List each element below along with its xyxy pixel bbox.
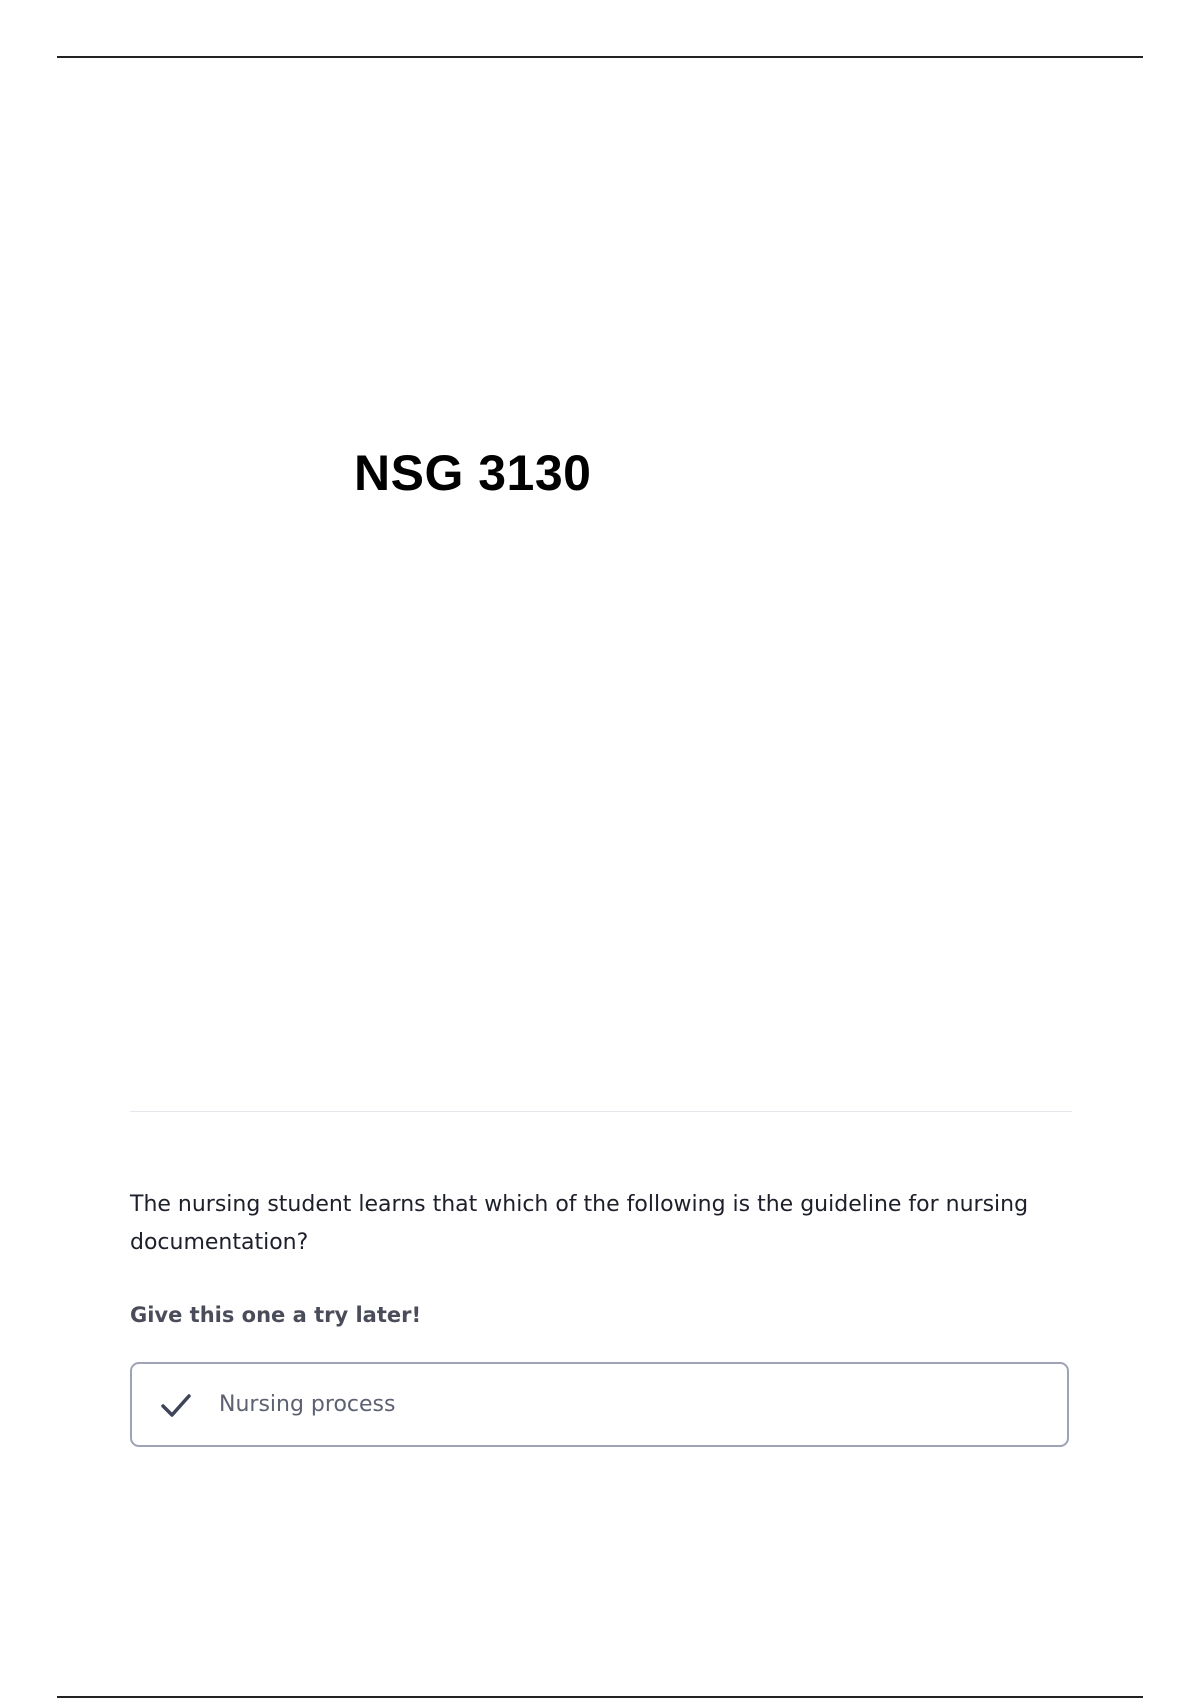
- bottom-rule: [57, 1696, 1143, 1698]
- document-title: NSG 3130: [354, 445, 592, 501]
- try-later-hint: Give this one a try later!: [130, 1303, 422, 1327]
- answer-option-label: Nursing process: [219, 1392, 396, 1417]
- answer-option[interactable]: [130, 1362, 1069, 1447]
- check-icon: [159, 1388, 193, 1422]
- top-rule: [57, 56, 1143, 58]
- question-prompt: The nursing student learns that which of the following is the guideline for nursing documentation?: [130, 1192, 1029, 1255]
- section-divider: [130, 1111, 1072, 1112]
